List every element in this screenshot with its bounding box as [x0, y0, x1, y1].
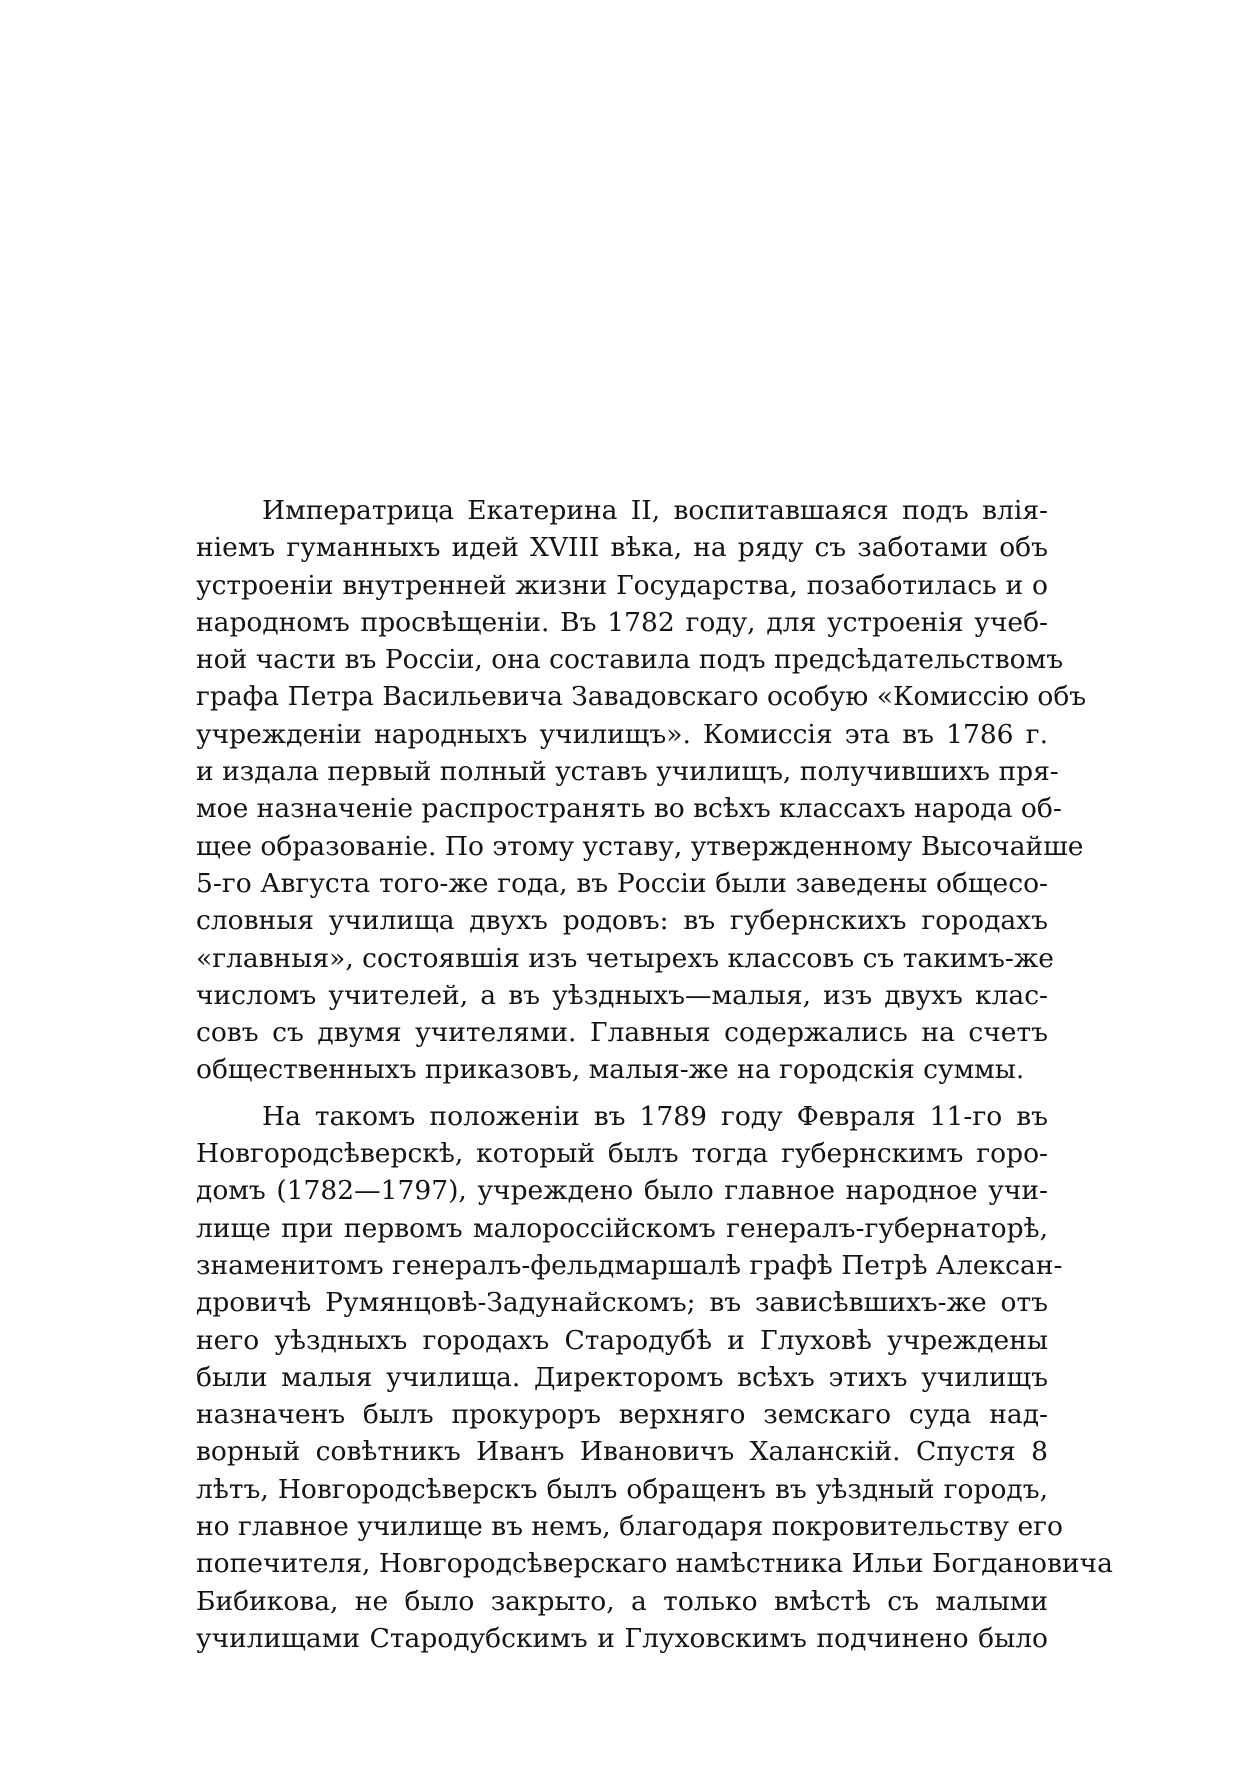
- text-line: 5-го Августа того-же года, въ Россіи были заведены общесо-: [196, 867, 1048, 899]
- text-line: устроеніи внутренней жизни Государства, позаботилась и о: [196, 569, 1048, 601]
- text-line: «главныя», состоявшія изъ четырехъ классовъ съ такимъ-же: [196, 942, 1054, 974]
- text-line: ніемъ гуманныхъ идей XVIII вѣка, на ряду съ заботами объ: [196, 532, 1048, 564]
- text-line: графа Петра Васильевича Завадовскаго особую «Комиссію объ: [196, 681, 1087, 713]
- text-line: него уѣздныхъ городахъ Стародубѣ и Глуховѣ учреждены: [196, 1324, 1048, 1356]
- text-line: учрежденіи народныхъ училищъ». Комиссія эта въ 1786 г.: [196, 718, 1048, 750]
- text-line: щее образованіе. По этому уставу, утвержденному Высочайше: [196, 830, 1084, 862]
- body-text: [196, 492, 1113, 1657]
- text-line: дровичѣ Румянцовѣ-Задунайскомъ; въ зависѣвшихъ-же отъ: [196, 1287, 1048, 1319]
- text-line: назначенъ былъ прокуроръ верхняго земскаго суда над-: [196, 1399, 1048, 1431]
- text-line: и издала первый полный уставъ училищъ, получившихъ пря-: [196, 756, 1059, 788]
- text-line: словныя училища двухъ родовъ: въ губернскихъ городахъ: [196, 905, 1048, 937]
- paragraph-2: [196, 1098, 1113, 1657]
- text-line: но главное училище въ немъ, благодаря покровительству его: [196, 1511, 1063, 1543]
- text-line: На такомъ положеніи въ 1789 году Февраля 11-го въ: [262, 1100, 1048, 1132]
- text-line: были малыя училища. Директоромъ всѣхъ этихъ училищъ: [196, 1361, 1048, 1393]
- text-line: мое назначеніе распространять во всѣхъ классахъ народа об-: [196, 793, 1062, 825]
- text-line: Императрица Екатерина II, воспитавшаяся подъ влія-: [262, 495, 1048, 526]
- text-line: ворный совѣтникъ Иванъ Ивановичъ Халанскій. Спустя 8: [196, 1436, 1048, 1468]
- text-line: народномъ просвѣщеніи. Въ 1782 году, для устроенія учеб-: [196, 606, 1048, 638]
- text-line: лище при первомъ малороссійскомъ генералъ-губернаторѣ,: [196, 1212, 1048, 1244]
- text-line: совъ съ двумя учителями. Главныя содержались на счетъ: [196, 1017, 1048, 1049]
- text-line: Бибикова, не было закрыто, а только вмѣстѣ съ малыми: [196, 1585, 1048, 1617]
- text-line: ной части въ Россіи, она составила подъ предсѣдательствомъ: [196, 644, 1064, 676]
- text-line: попечителя, Новгородсѣверскаго намѣстника Ильи Богдановича: [196, 1548, 1113, 1580]
- text-line: числомъ учителей, а въ уѣздныхъ—малыя, изъ двухъ клас-: [196, 979, 1048, 1011]
- text-line: домъ (1782—1797), учреждено было главное народное учи-: [196, 1175, 1048, 1207]
- text-line: Новгородсѣверскѣ, который былъ тогда губернскимъ горо-: [196, 1138, 1048, 1170]
- text-line: училищами Стародубскимъ и Глуховскимъ подчинено было: [196, 1622, 1048, 1654]
- paragraph-1: [196, 492, 1087, 1089]
- text-line: лѣтъ, Новгородсѣверскъ былъ обращенъ въ уѣздный городъ,: [196, 1473, 1048, 1505]
- text-line: общественныхъ приказовъ, малыя-же на городскія суммы.: [196, 1054, 1025, 1086]
- text-line: знаменитомъ генералъ-фельдмаршалѣ графѣ Петрѣ Алексан-: [196, 1249, 1063, 1281]
